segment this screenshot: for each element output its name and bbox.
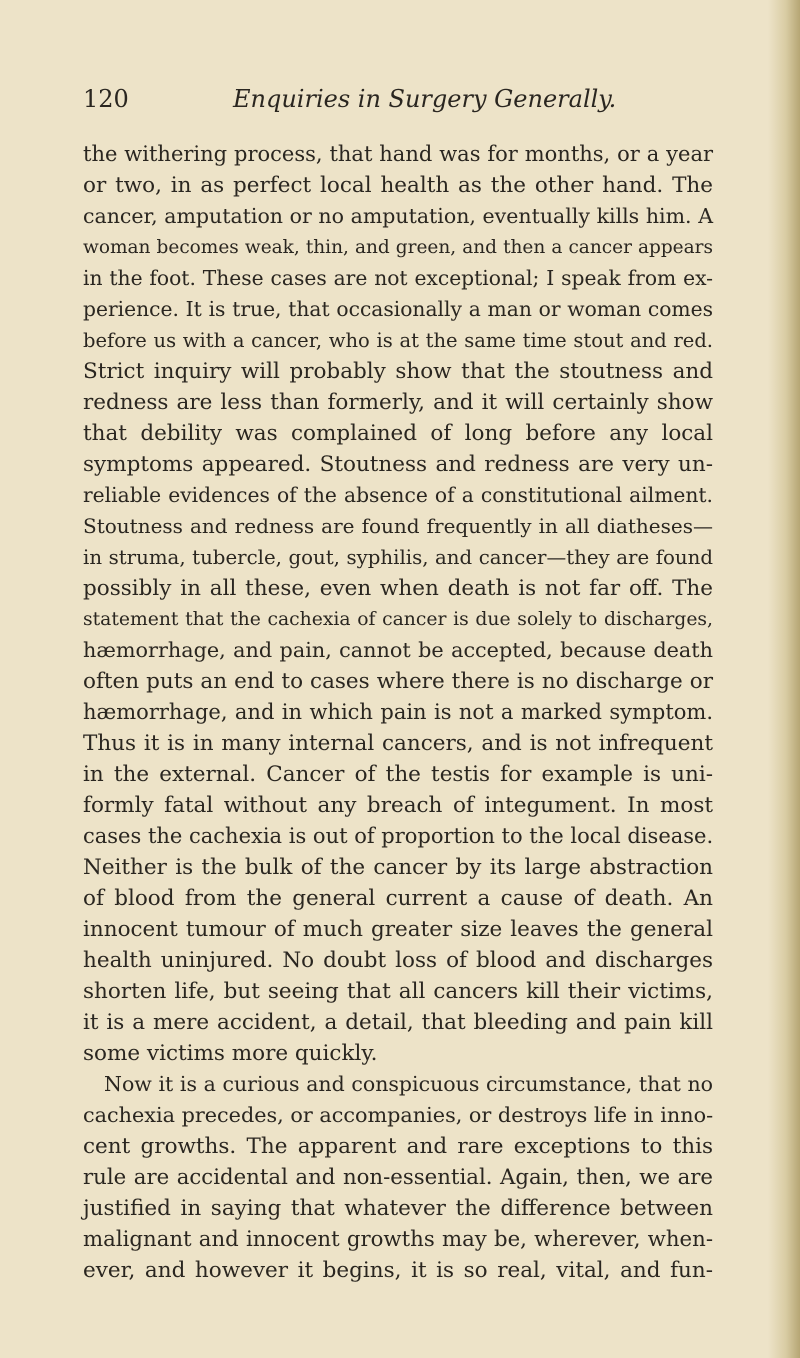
text-line: in the external. Cancer of the testis for example is uni- [83,762,713,787]
text-line: reliable evidences of the absence of a constitutional ailment. [83,483,713,507]
text-line: shorten life, but seeing that all cancers kill their victims, [83,979,713,1004]
text-line: some victims more quickly. [83,1041,378,1066]
running-head: Enquiries in Surgery Generally. [233,85,617,113]
text-line: ever, and however it begins, it is so real, vital, and fun- [83,1258,713,1283]
text-line: or two, in as perfect local health as the other hand. The [83,173,713,198]
text-line: statement that the cachexia of cancer is due solely to discharges, [83,609,713,630]
text-line: cent growths. The apparent and rare exceptions to this [83,1134,713,1159]
text-line: in struma, tubercle, gout, syphilis, and cancer—they are found [83,546,713,569]
text-line: Strict inquiry will probably show that the stoutness and [83,359,713,384]
text-line: symptoms appeared. Stoutness and redness are very un- [83,452,713,477]
text-line: before us with a cancer, who is at the same time stout and red. [83,329,713,352]
text-line: hæmorrhage, and in which pain is not a marked symptom. [83,700,713,724]
text-line: hæmorrhage, and pain, cannot be accepted, because death [83,638,713,662]
text-line: often puts an end to cases where there is no discharge or [83,669,713,694]
text-line: Stoutness and redness are found frequently in all diatheses— [83,514,713,538]
page-edge-shadow [768,0,800,1358]
text-line: of blood from the general current a cause of death. An [83,886,713,911]
text-line: cachexia precedes, or accompanies, or destroys life in inno- [83,1103,714,1127]
text-line: cancer, amputation or no amputation, eventually kills him. A [83,204,713,228]
text-line: Thus it is in many internal cancers, and is not infrequent [83,731,713,756]
text-line: justified in saying that whatever the difference between [83,1196,713,1221]
paragraph-2 [83,1069,713,1286]
text-line: possibly in all these, even when death is not far off. The [83,576,713,601]
body-text [83,139,713,1286]
text-line: perience. It is true, that occasionally a man or woman comes [83,297,713,321]
page-number: 120 [83,85,129,113]
text-line: malignant and innocent growths may be, wherever, when- [83,1227,713,1252]
text-line: it is a mere accident, a detail, that bleeding and pain kill [83,1010,713,1035]
text-line: innocent tumour of much greater size leaves the general [83,917,713,942]
text-line: formly fatal without any breach of integument. In most [83,793,713,818]
text-line: Neither is the bulk of the cancer by its large abstraction [83,855,713,880]
paragraph-1 [83,139,713,1069]
text-line: the withering process, that hand was for months, or a year [83,142,713,166]
text-line: woman becomes weak, thin, and green, and then a cancer appears [83,237,713,258]
text-line: that debility was complained of long before any local [83,421,713,446]
text-line: in the foot. These cases are not exceptional; I speak from ex- [83,266,713,290]
text-line: health uninjured. No doubt loss of blood and discharges [83,948,713,973]
text-line: rule are accidental and non-essential. Again, then, we are [83,1165,713,1190]
text-line: cases the cachexia is out of proportion to the local disease. [83,824,714,848]
text-line: Now it is a curious and conspicuous circumstance, that no [104,1072,713,1096]
text-line: redness are less than formerly, and it will certainly show [83,390,713,415]
